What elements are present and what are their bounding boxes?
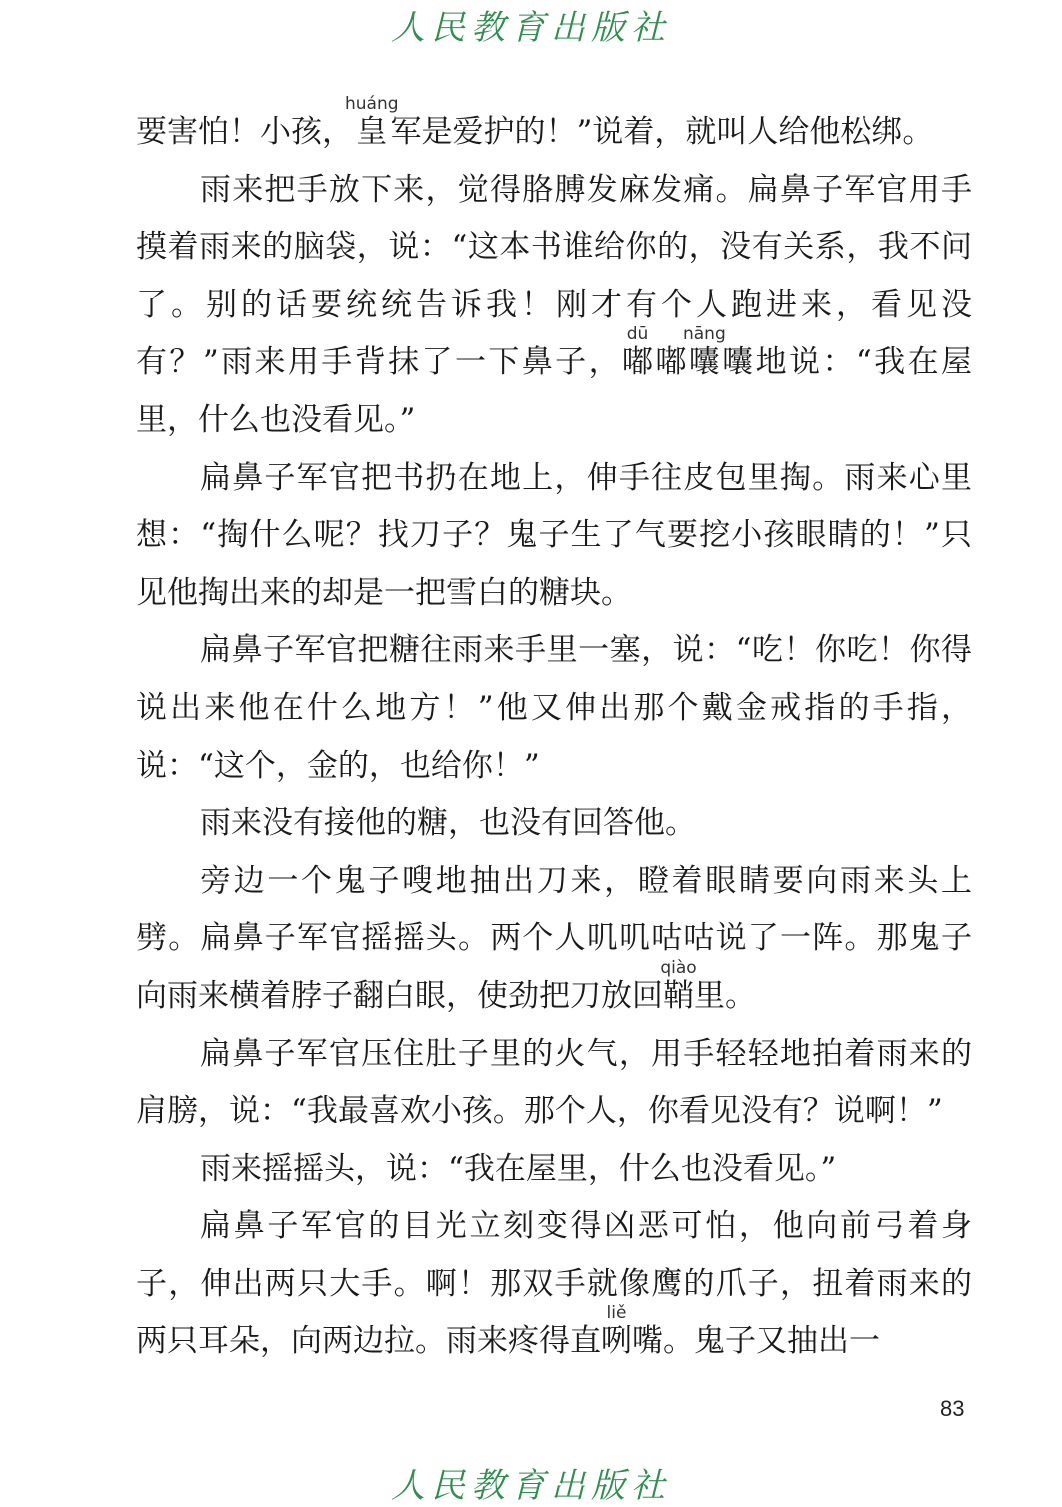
- text-run: 要害怕！小孩，: [136, 114, 353, 150]
- text-run: 扁鼻子军官压住肚子里的火气，用手轻轻地拍着雨来的肩膀，说：“我最喜欢小孩。那个人，你看见没有？说啊！”: [136, 1035, 972, 1130]
- annotated-character: 囔: [682, 344, 726, 381]
- paragraph: [136, 795, 972, 853]
- paragraph: [136, 162, 972, 450]
- body-text: [136, 96, 972, 1371]
- paragraph: [136, 450, 972, 623]
- paragraph: [136, 96, 972, 162]
- text-run: 扁鼻子军官把书扔在地上，伸手往皮包里掏。雨来心里想：“掏什么呢？找刀子？鬼子生了气要挖小孩眼睛的！”只见他掏出来的却是一把雪白的糖块。: [136, 459, 972, 611]
- pinyin-annotation: [345, 94, 399, 150]
- pinyin-annotation: [622, 324, 656, 381]
- pinyin-annotation: [660, 957, 697, 1014]
- paragraph: [136, 622, 972, 795]
- text-run: 嘟: [655, 344, 689, 381]
- pinyin: dū: [622, 324, 654, 345]
- annotated-character: 嘟: [622, 344, 656, 381]
- pinyin-annotation: [682, 324, 726, 381]
- text-run: 里。: [694, 977, 756, 1014]
- paragraph: [136, 1026, 972, 1141]
- text-run: 囔地说：“我在屋里，什么也没看见。”: [136, 344, 972, 438]
- pinyin: liě: [601, 1303, 632, 1324]
- page-number: 83: [940, 1396, 965, 1421]
- annotated-character: 咧: [601, 1323, 632, 1360]
- text-run: 军是爱护的！”说着，就叫人给他松绑。: [390, 114, 934, 150]
- annotated-character: 皇: [345, 114, 399, 150]
- publisher-logo-bottom: 人民教育出版社: [391, 1466, 671, 1506]
- pinyin-annotation: [601, 1303, 632, 1360]
- pinyin: qiào: [660, 957, 697, 978]
- paragraph: [136, 1198, 972, 1371]
- text-run: 旁边一个鬼子嗖地抽出刀来，瞪着眼睛要向雨来头上劈。扁鼻子军官摇摇头。两个人叽叽咕咕说了一阵。那鬼子向雨来横着脖子翻白眼，使劲把刀放回: [136, 862, 972, 1014]
- text-run: 雨来把手放下来，觉得胳膊发麻发痛。扁鼻子军官用手摸着雨来的脑袋，说：“这本书谁给你的，没有关系，我不问了。别的话要统统告诉我！刚才有个人跑进来，看见没有？”雨来用手背抹了一下鼻子，: [136, 171, 972, 381]
- text-run: 嘴。鬼子又抽出一: [632, 1323, 880, 1360]
- pinyin: huáng: [345, 94, 399, 114]
- text-run: 扁鼻子军官把糖往雨来手里一塞，说：“吃！你吃！你得说出来他在什么地方！”他又伸出那个戴金戒指的手指，说：“这个，金的，也给你！”: [136, 632, 972, 784]
- paragraph: [136, 853, 972, 1026]
- text-run: 扁鼻子军官的目光立刻变得凶恶可怕，他向前弓着身子，伸出两只大手。啊！那双手就像鹰的爪子，扭着雨来的两只耳朵，向两边拉。雨来疼得直: [136, 1208, 972, 1360]
- annotated-character: 鞘: [660, 977, 697, 1014]
- publisher-logo-top: 人民教育出版社: [391, 8, 671, 48]
- paragraph: [136, 1141, 972, 1199]
- pinyin: nāng: [682, 324, 726, 345]
- text-run: 雨来摇摇头，说：“我在屋里，什么也没看见。”: [200, 1150, 837, 1187]
- text-run: 雨来没有接他的糖，也没有回答他。: [200, 805, 696, 842]
